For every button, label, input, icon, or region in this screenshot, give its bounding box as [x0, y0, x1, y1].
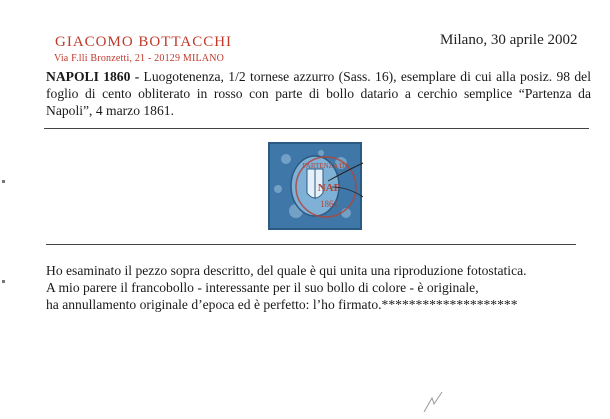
letterhead-address: Via F.lli Bronzetti, 21 - 20129 MILANO [54, 53, 225, 64]
statement-line-1: Ho esaminato il pezzo sopra descritto, del quale è qui unita una riproduzione fotostatica. [46, 263, 527, 278]
letterhead-name: GIACOMO BOTTACCHI [55, 34, 233, 50]
stamp-svg [266, 141, 364, 231]
expert-statement [46, 262, 591, 313]
divider-bottom [46, 244, 576, 245]
margin-mark [2, 280, 5, 283]
statement-line-2: A mio parere il francobollo - interessante per il suo bollo di colore - è originale, [46, 280, 479, 295]
statement-line-3: ha annullamento originale d’epoca ed è perfetto: l’ho firmato.******************** [46, 297, 518, 312]
cancel-text-top: PARTENZA DA [302, 162, 350, 170]
stamp-image [266, 141, 364, 231]
description-text: Luogotenenza, 1/2 tornese azzurro (Sass. 16), esemplare di cui alla posiz. 98 del foglio di cento obliterato in rosso con parte di bollo datario a cerchio semplice “Partenza da Napoli”, 4 marzo 1861. [46, 69, 591, 118]
signature-mark [420, 390, 450, 419]
place-date: Milano, 30 aprile 2002 [440, 32, 578, 48]
description-lead: NAPOLI 1860 - [46, 69, 140, 84]
cancel-text-mid: NAP [317, 182, 341, 194]
stamp-description [46, 68, 591, 119]
divider-top [44, 128, 589, 129]
margin-mark [2, 180, 5, 183]
cancel-text-bot: 1861 [320, 199, 338, 209]
